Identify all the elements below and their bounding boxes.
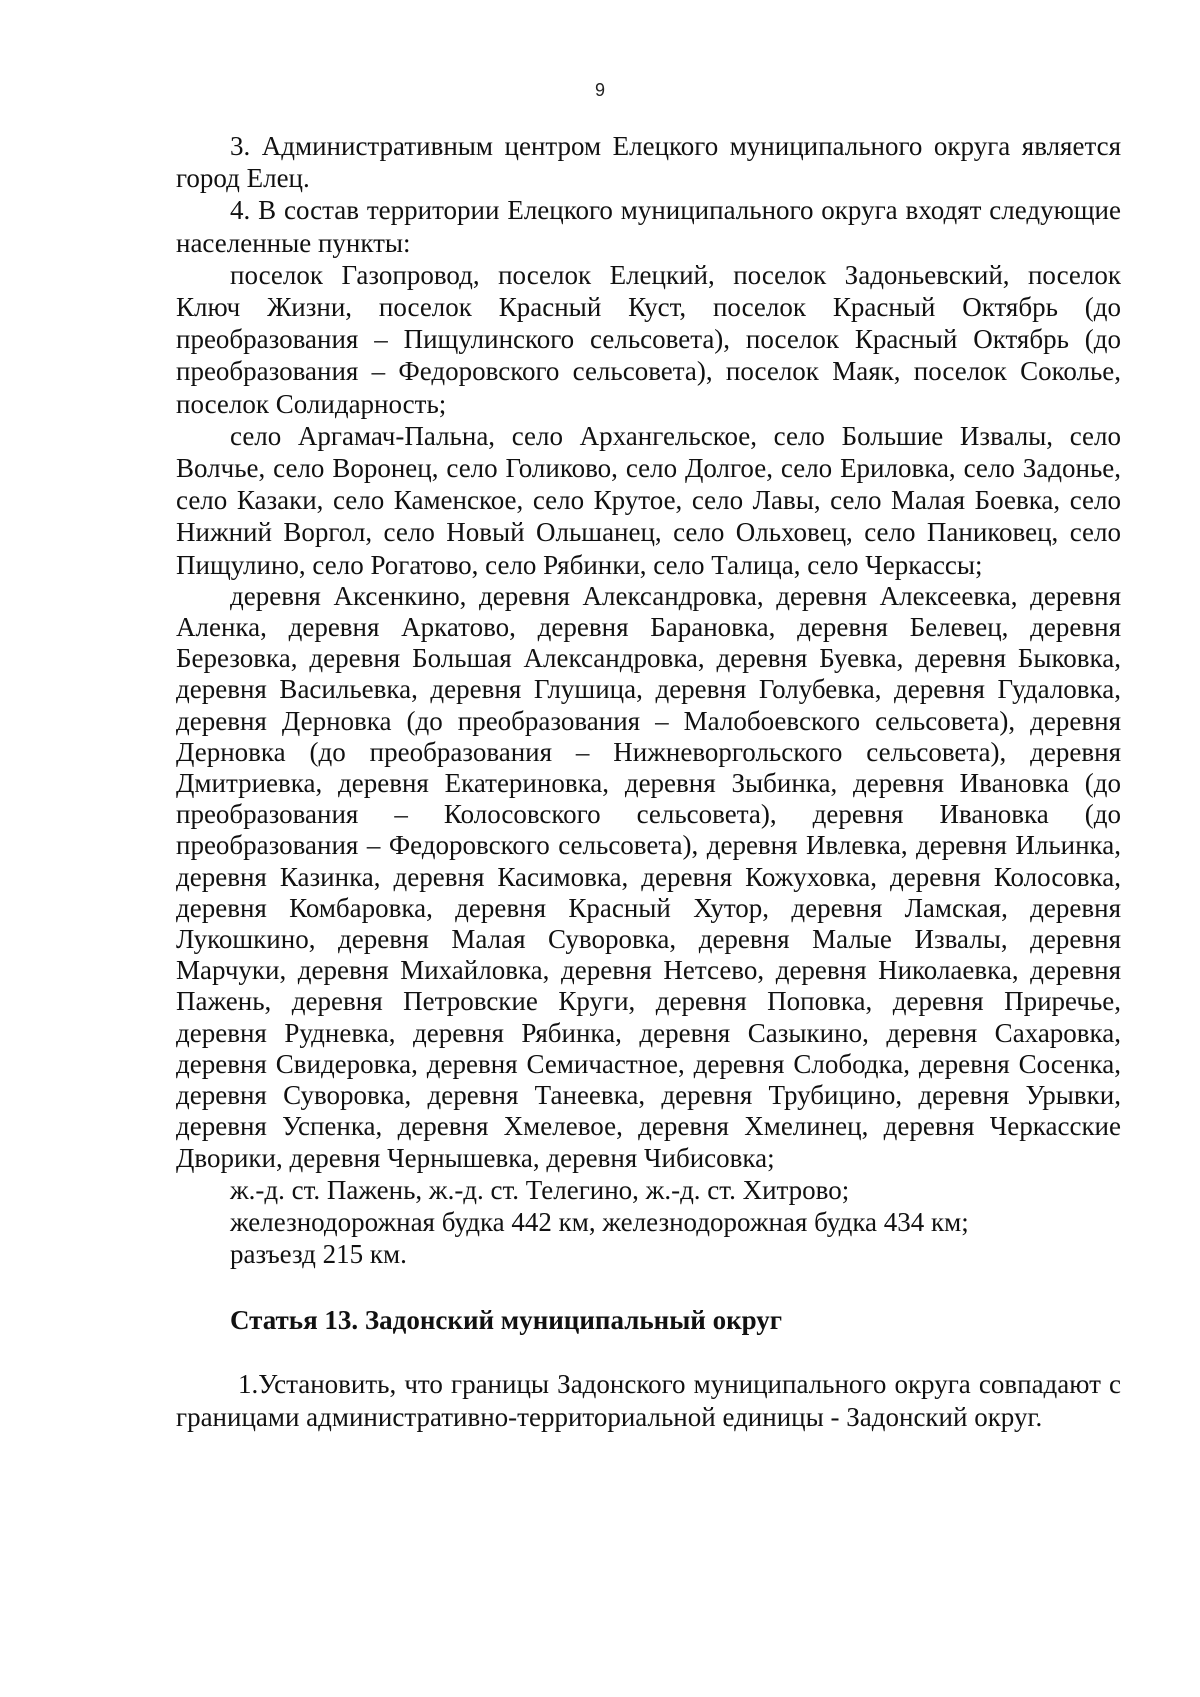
document-body [176, 130, 1121, 1433]
article-heading: Статья 13. Задонский муниципальный округ [230, 1305, 783, 1336]
article-paragraph-1: 1.Установить, что границы Задонского муниципального округа совпадают с границами административно-территориальной единицы - Задонский округ. [176, 1369, 1121, 1432]
paragraph-settlements-derevnya: деревня Аксенкино, деревня Александровка, деревня Алексеевка, деревня Аленка, деревня Аркатово, деревня Барановка, деревня Белевец, деревня Березовка, деревня Большая Александровка, деревня Буевка, деревня Быковка, деревня Васильевка, деревня Глушица, деревня Голубевка, деревня Гудаловка, деревня Дерновка (до преобразования – Малобоевского сельсовета), деревня Дерновка (до преобразования – Нижневоргольского сельсовета), деревня Дмитриевка, деревня Екатериновка, деревня Зыбинка, деревня Ивановка (до преобразования – Колосовского сельсовета), деревня Ивановка (до преобразования – Федоровского сельсовета), деревня Ивлевка, деревня Ильинка, деревня Казинка, деревня Касимовка, деревня Кожуховка, деревня Колосовка, деревня Комбаровка, деревня Красный Хутор, деревня Ламская, деревня Лукошкино, деревня Малая Суворовка, деревня Малые Извалы, деревня Марчуки, деревня Михайловка, деревня Нетсево, деревня Николаевка, деревня Пажень, деревня Петровские Круги, деревня Поповка, деревня Приречье, деревня Рудневка, деревня Рябинка, деревня Сазыкино, деревня Сахаровка, деревня Свидеровка, деревня Семичастное, деревня Слободка, деревня Сосенка, деревня Суворовка, деревня Танеевка, деревня Трубицино, деревня Урывки, деревня Успенка, деревня Хмелевое, деревня Хмелинец, деревня Черкасские Дворики, деревня Чернышевка, деревня Чибисовка; [176, 580, 1121, 1173]
paragraph-admin-center: 3. Административным центром Елецкого муниципального округа является город Елец. [176, 131, 1121, 194]
paragraph-railway-booths: железнодорожная будка 442 км, железнодорожная будка 434 км; [230, 1206, 969, 1237]
paragraph-territory: 4. В состав территории Елецкого муниципального округа входят следующие населенные пункты: [176, 195, 1121, 258]
paragraph-settlements-selo: село Аргамач-Пальна, село Архангельское, село Большие Извалы, село Волчье, село Воронец, село Голиково, село Долгое, село Ериловка, село Задонье, село Казаки, село Каменское, село Крутое, село Лавы, село Малая Боевка, село Нижний Воргол, село Новый Ольшанец, село Ольховец, село Паниковец, село Пищулино, село Рогатово, село Рябинки, село Талица, село Черкассы; [176, 420, 1121, 580]
page-number: 9 [594, 80, 605, 100]
paragraph-settlements-poselok: поселок Газопровод, поселок Елецкий, поселок Задоньевский, поселок Ключ Жизни, поселок Красный Куст, поселок Красный Октябрь (до преобразования – Пищулинского сельсовета), поселок Красный Октябрь (до преобразования – Федоровского сельсовета), поселок Маяк, поселок Соколье, поселок Солидарность; [176, 259, 1121, 419]
paragraph-railway-stations: ж.-д. ст. Пажень, ж.-д. ст. Телегино, ж.-д. ст. Хитрово; [230, 1174, 850, 1205]
paragraph-junction: разъезд 215 км. [230, 1239, 407, 1270]
